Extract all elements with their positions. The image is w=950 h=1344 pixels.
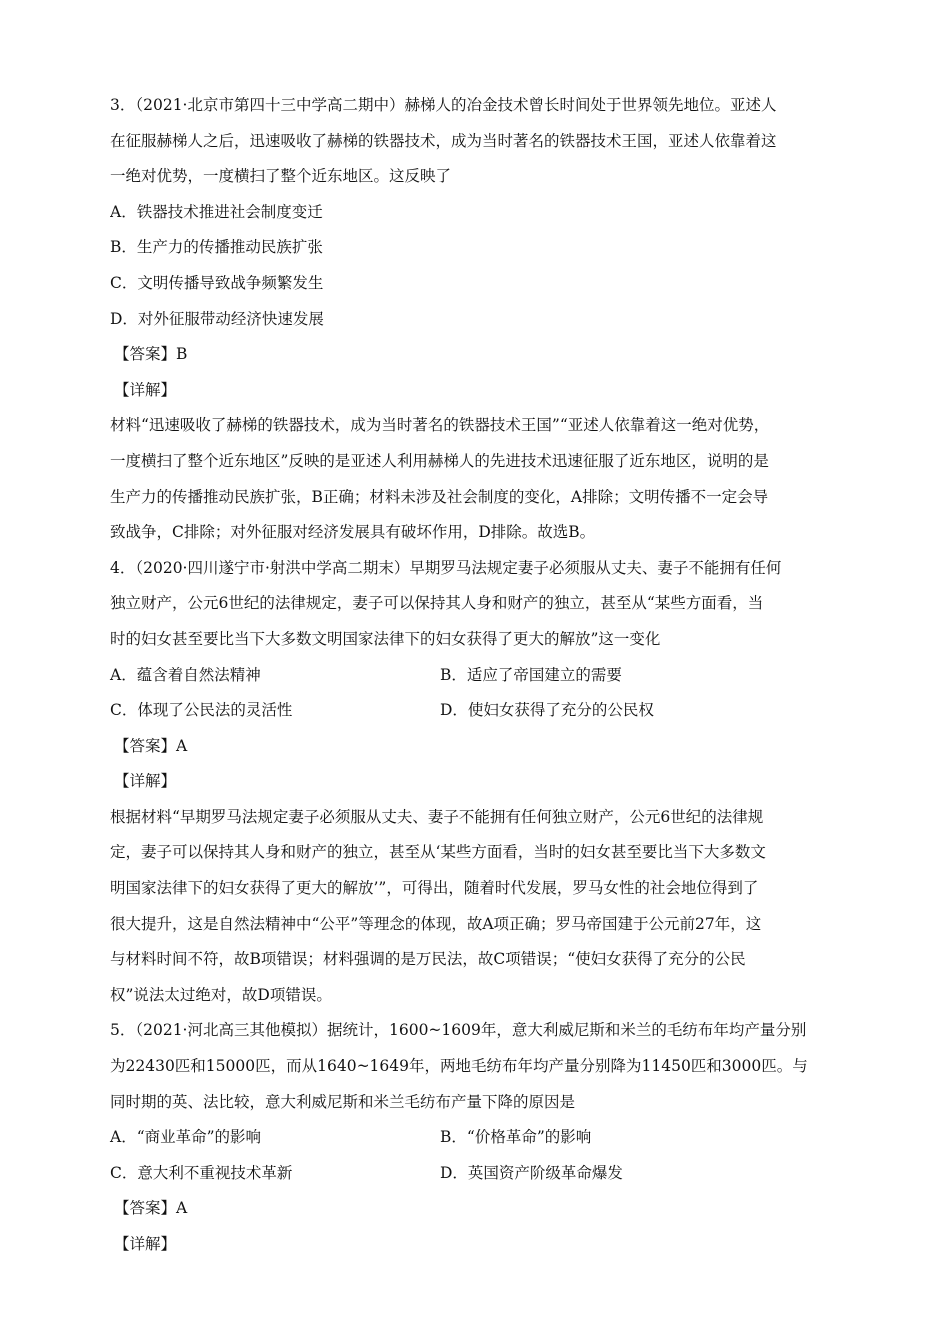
options-row [110,658,842,694]
option-c: C．文明传播导致战争频繁发生 [110,273,324,292]
options-row [110,1156,842,1192]
detail-label: 【详解】 [114,380,177,399]
detail-label: 【详解】 [114,1235,177,1253]
option-a: A．铁器技术推进社会制度变迁 [110,202,323,221]
option-b: B．“价格革命”的影响 [440,1128,592,1147]
document-page [110,88,842,1263]
option-a: A．蕴含着自然法精神 [110,665,261,684]
option-c: C．意大利不重视技术革新 [110,1163,293,1182]
question-3 [110,88,842,551]
question-stem-line: 在征服赫梯人之后，迅速吸收了赫梯的铁器技术，成为当时著名的铁器技术王国，亚述人依靠着这 [110,131,777,150]
option-d: D．对外征服带动经济快速发展 [110,309,324,328]
question-4 [110,551,842,1014]
detail-line: 权”说法太过绝对，故D项错误。 [110,985,332,1004]
detail-line: 材料“迅速吸收了赫梯的铁器技术，成为当时著名的铁器技术王国”“亚述人依靠着这一绝对优势， [110,416,770,435]
option-d: D．英国资产阶级革命爆发 [440,1163,623,1182]
question-stem-line: 时的妇女甚至要比当下大多数文明国家法律下的妇女获得了更大的解放”这一变化 [110,629,661,648]
options-row [110,1120,842,1156]
answer-label: 【答案】A [114,736,188,755]
option-d: D．使妇女获得了充分的公民权 [440,701,654,720]
detail-line: 根据材料“早期罗马法规定妻子必须服从丈夫、妻子不能拥有任何独立财产，公元6世纪的法律规 [110,807,764,826]
question-stem-line: 3．（2021·北京市第四十三中学高二期中）赫梯人的冶金技术曾长时间处于世界领先地位。亚述人 [110,96,777,114]
detail-line: 一度横扫了整个近东地区”反映的是亚述人利用赫梯人的先进技术迅速征服了近东地区，说明的是 [110,451,769,470]
option-b: B．适应了帝国建立的需要 [440,665,622,684]
question-stem-line: 为22430匹和15000匹，而从1640~1649年，两地毛纺布年均产量分别降为11450匹和3000匹。与 [110,1057,808,1076]
question-stem-line: 独立财产，公元6世纪的法律规定，妻子可以保持其人身和财产的独立，甚至从“某些方面看，当 [110,594,764,613]
question-stem-line: 5．（2021·河北高三其他模拟）据统计，1600~1609年，意大利威尼斯和米兰的毛纺布年均产量分别 [110,1021,807,1040]
detail-line: 生产力的传播推动民族扩张，B正确；材料未涉及社会制度的变化，A排除；文明传播不一定会导 [110,487,769,506]
detail-line: 明国家法律下的妇女获得了更大的解放’”，可得出，随着时代发展，罗马女性的社会地位得到了 [110,879,759,898]
question-stem-line: 4．（2020·四川遂宁市·射洪中学高二期末）早期罗马法规定妻子必须服从丈夫、妻子不能拥有任何 [110,558,782,577]
option-b: B．生产力的传播推动民族扩张 [110,238,323,257]
question-stem-line: 一绝对优势，一度横扫了整个近东地区。这反映了 [110,167,452,186]
option-a: A．“商业革命”的影响 [110,1128,262,1147]
detail-line: 与材料时间不符，故B项错误；材料强调的是万民法，故C项错误；“使妇女获得了充分的公民 [110,950,746,969]
detail-label: 【详解】 [114,772,177,791]
answer-label: 【答案】A [114,1199,188,1218]
detail-line: 致战争，C排除；对外征服对经济发展具有破坏作用，D排除。故选B。 [110,523,596,542]
answer-label: 【答案】B [114,345,188,364]
question-5 [110,1013,842,1262]
detail-line: 定，妻子可以保持其人身和财产的独立，甚至从‘某些方面看，当时的妇女甚至要比当下大多数文 [110,843,766,862]
option-c: C．体现了公民法的灵活性 [110,701,293,720]
question-stem-line: 同时期的英、法比较，意大利威尼斯和米兰毛纺布产量下降的原因是 [110,1092,576,1111]
detail-line: 很大提升，这是自然法精神中“公平”等理念的体现，故A项正确；罗马帝国建于公元前27年，这 [110,914,762,933]
options-row [110,693,842,729]
